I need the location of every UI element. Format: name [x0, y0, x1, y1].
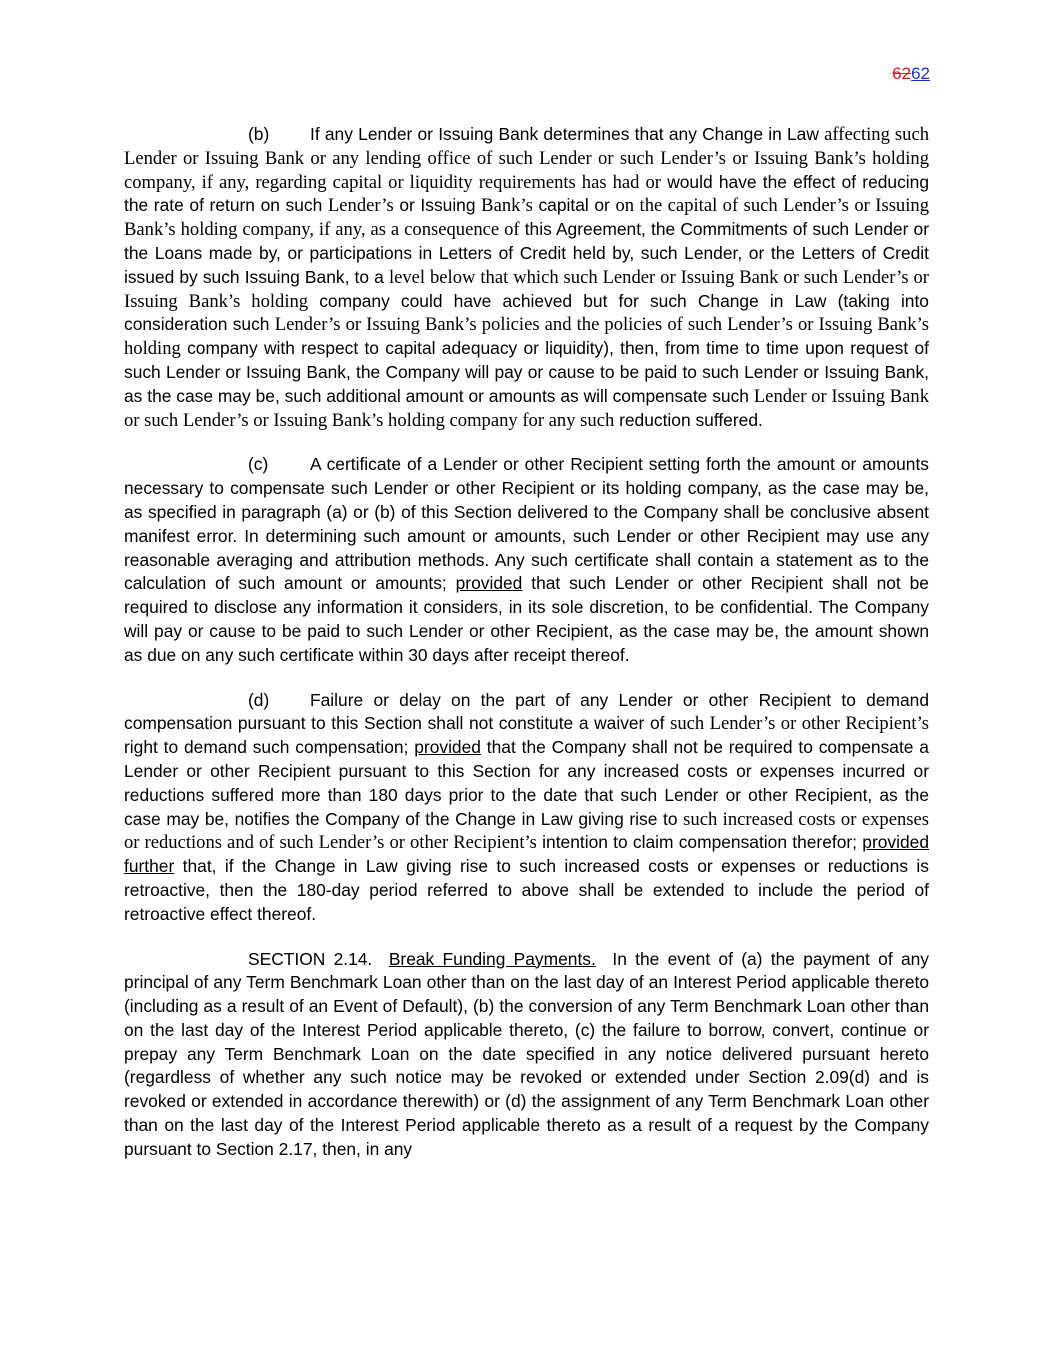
paragraph-d-text-6: intention to claim compensation therefor;: [542, 832, 858, 853]
paragraph-c-text-2: that such Lender or other Recipient shall not be required to disclose any information it considers, in its sole discretion, to be confidential. The Company will pay or cause to be paid to such Lender or other Recipient, as the case may be, the amount shown as due on any such certificate within 30 days after receipt thereof.: [124, 573, 929, 665]
page-number: [892, 64, 930, 84]
paragraph-d-label: (d): [248, 689, 270, 710]
paragraph-d-text-4: that the Company shall not be required to compensate a Lender or other Recipient pursuant to this Section for any increased costs or expenses incurred or reductions suffered more than 180 days prior to the date that such Lender or other Recipient, as the case may be, notifies the Company of the Change in Law giving rise to: [124, 737, 929, 829]
section-2-14-title: Break Funding Payments.: [388, 948, 596, 969]
paragraph-b-text-5: or Issuing: [399, 195, 476, 216]
section-2-14-label: SECTION 2.14.: [248, 948, 373, 969]
paragraph-b-text-2: affecting such Lender or Issuing Bank or any lending office of such Lender or such Lender’s or Issuing Bank’s holding company, if any, regarding capital or liquidity requirements has had or: [124, 124, 929, 193]
paragraph-b-text-11: company could have achieved but for such Change in Law (taking into consideration such: [124, 290, 929, 335]
section-2-14: [124, 948, 929, 1162]
paragraph-b: [124, 123, 929, 432]
paragraph-d-provided-2: provided: [862, 832, 929, 853]
paragraph-d-text-5: such increased costs or expenses or reductions and of such Lender’s or other Recipient’s: [124, 808, 929, 854]
paragraph-c-provided: provided: [455, 573, 523, 594]
paragraph-b-text-12: Lender’s or Issuing Bank’s policies and the policies of such Lender’s or Issuing Bank’s holding: [124, 314, 929, 360]
paragraph-b-label: (b): [248, 124, 270, 144]
paragraph-b-text-14: Lender or Issuing Bank or such Lender’s or Issuing Bank’s holding company for any such: [124, 385, 929, 431]
paragraph-d-text-1: Failure or delay on the part of any Lender or other Recipient to demand compensation pursuant to this Section shall not constitute a waiver of: [124, 689, 929, 734]
page-number-inserted: 62: [911, 64, 930, 83]
paragraph-b-text-6: Bank’s: [481, 195, 533, 217]
paragraph-b-text-10: level below that which such Lender or Issuing Bank or such Lender’s or Issuing Bank’s holding: [124, 266, 929, 312]
paragraph-b-text-8: on the capital of such Lender’s or Issuing Bank’s holding company, if any, as a consequence of: [124, 195, 929, 241]
paragraph-b-text-15: reduction suffered.: [619, 409, 763, 430]
paragraph-d: [124, 689, 929, 927]
paragraph-d-provided-1: provided: [414, 737, 481, 758]
paragraph-b-text-9: this Agreement, the Commitments of such Lender or the Loans made by, or participations in Letters of Credit held by, such Lender, or the Letters of Credit issued by such Issuing Bank, to a: [124, 219, 929, 287]
paragraph-c-label: (c): [248, 454, 269, 475]
paragraph-c-text-1: A certificate of a Lender or other Recipient setting forth the amount or amounts necessary to compensate such Lender or other Recipient or its holding company, as the case may be, as specified in paragraph (a) or (b) of this Section delivered to the Company shall be conclusive absent manifest error. In determining such amount or amounts, such Lender or other Recipient may use any reasonable averaging and attribution methods. Any such certificate shall contain a statement as to the calculation of such amount or amounts;: [124, 454, 929, 594]
paragraph-d-text-7: that, if the Change in Law giving rise to such increased costs or expenses or reductions is retroactive, then the 180-day period referred to above shall be extended to include the period of retroactive effect thereof.: [124, 856, 929, 924]
paragraph-b-text-13: company with respect to capital adequacy or liquidity), then, from time to time upon request of such Lender or Issuing Bank, the Company will pay or cause to be paid to such Lender or Issuing Bank, as the case may be, such additional amount or amounts as will compensate such: [124, 338, 929, 406]
paragraph-d-further: further: [124, 856, 175, 877]
paragraph-d-text-2: such Lender’s or other Recipient’s: [670, 713, 930, 735]
page-number-deleted: 62: [892, 64, 912, 83]
paragraph-b-text-4: Lender’s: [327, 195, 394, 217]
paragraph-b-text-7: capital or: [538, 195, 610, 216]
section-2-14-text: In the event of (a) the payment of any principal of any Term Benchmark Loan other than on the last day of an Interest Period applicable thereto (including as a result of an Event of Default), (b) the conversion of any Term Benchmark Loan other than on the last day of the Interest Period applicable thereto, (c) the failure to borrow, convert, continue or prepay any Term Benchmark Loan on the date specified in any notice delivered pursuant hereto (regardless of whether any such notice may be revoked or extended under Section 2.09(d) and is revoked or extended in accordance therewith) or (d) the assignment of any Term Benchmark Loan other than on the last day of the Interest Period applicable thereto as a result of a request by the Company pursuant to Section 2.17, then, in any: [124, 948, 929, 1159]
paragraph-b-text-1: If any Lender or Issuing Bank determines that any Change in Law: [310, 124, 819, 144]
paragraph-c: [124, 453, 929, 667]
paragraph-b-text-3: would have the effect of reducing the rate of return on such: [124, 171, 929, 216]
paragraph-d-text-3: right to demand such compensation;: [124, 737, 409, 758]
document-body: [124, 123, 929, 1162]
